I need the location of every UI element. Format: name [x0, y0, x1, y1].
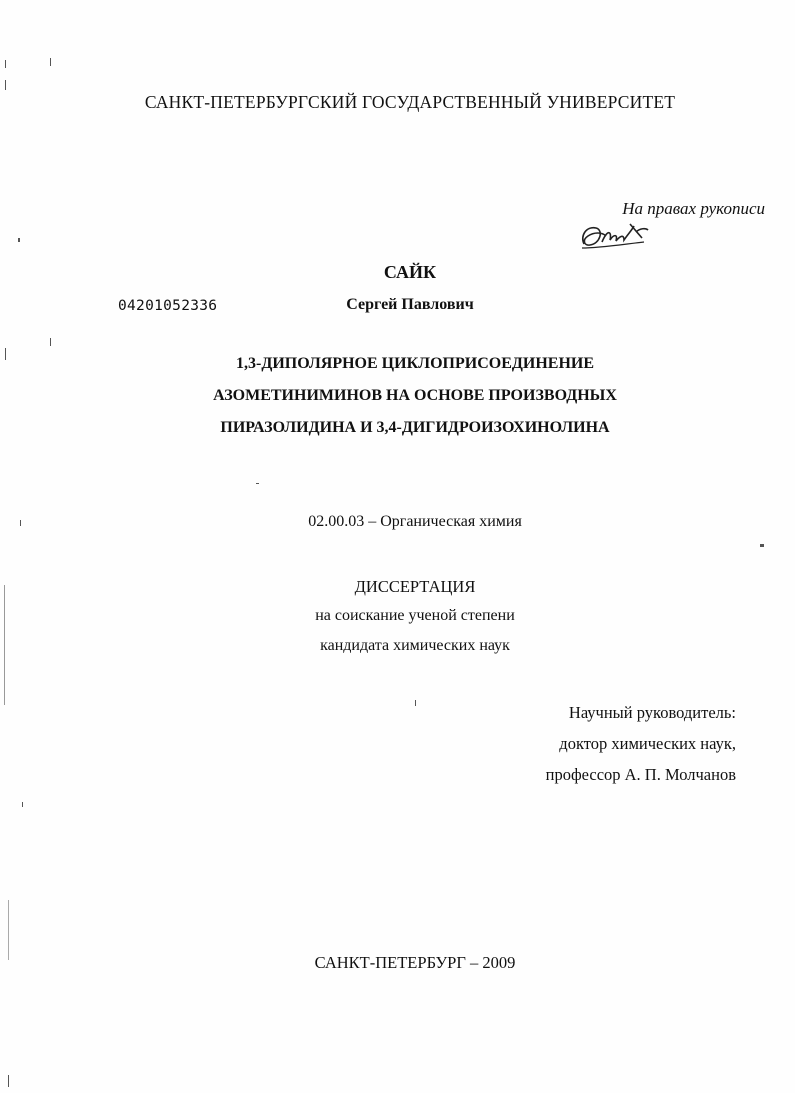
scan-speck [4, 585, 5, 705]
stamp-number: 04201052336 [118, 298, 218, 314]
degree-level: кандидата химических наук [320, 637, 510, 654]
author-given-names: Сергей Павлович [346, 296, 474, 313]
handwritten-signature [578, 218, 650, 252]
advisor-degree: доктор химических наук, [559, 734, 736, 753]
advisor-name: профессор А. П. Молчанов [545, 765, 736, 784]
city-year: САНКТ-ПЕТЕРБУРГ – 2009 [314, 953, 516, 972]
scan-speck [18, 238, 20, 242]
scan-speck [8, 900, 9, 960]
scan-speck [8, 1075, 9, 1087]
scan-speck [415, 700, 416, 706]
author-surname: САЙК [383, 262, 437, 282]
dissertation-title-line: 1,3-ДИПОЛЯРНОЕ ЦИКЛОПРИСОЕДИНЕНИЕ [235, 355, 594, 372]
university-name: САНКТ-ПЕТЕРБУРГСКИЙ ГОСУДАРСТВЕННЫЙ УНИВЕРСИТЕТ [144, 92, 676, 112]
degree-purpose: на соискание ученой степени [315, 607, 515, 624]
scan-speck [5, 348, 6, 360]
advisor-role: Научный руководитель: [568, 703, 736, 722]
scan-speck [5, 60, 6, 68]
scan-speck [20, 520, 21, 526]
scan-speck [256, 483, 259, 484]
scan-speck [22, 802, 23, 807]
dissertation-title-line: ПИРАЗОЛИДИНА И 3,4-ДИГИДРОИЗОХИНОЛИНА [220, 419, 610, 436]
rights-note: На правах рукописи [622, 199, 765, 218]
scan-speck [50, 338, 51, 346]
scan-speck [5, 80, 6, 90]
dissertation-title-line: АЗОМЕТИНИМИНОВ НА ОСНОВЕ ПРОИЗВОДНЫХ [213, 387, 617, 404]
specialty-code: 02.00.03 – Органическая химия [308, 513, 522, 530]
scan-speck [50, 58, 51, 66]
document-type: ДИССЕРТАЦИЯ [354, 577, 476, 596]
scan-speck [760, 544, 764, 547]
